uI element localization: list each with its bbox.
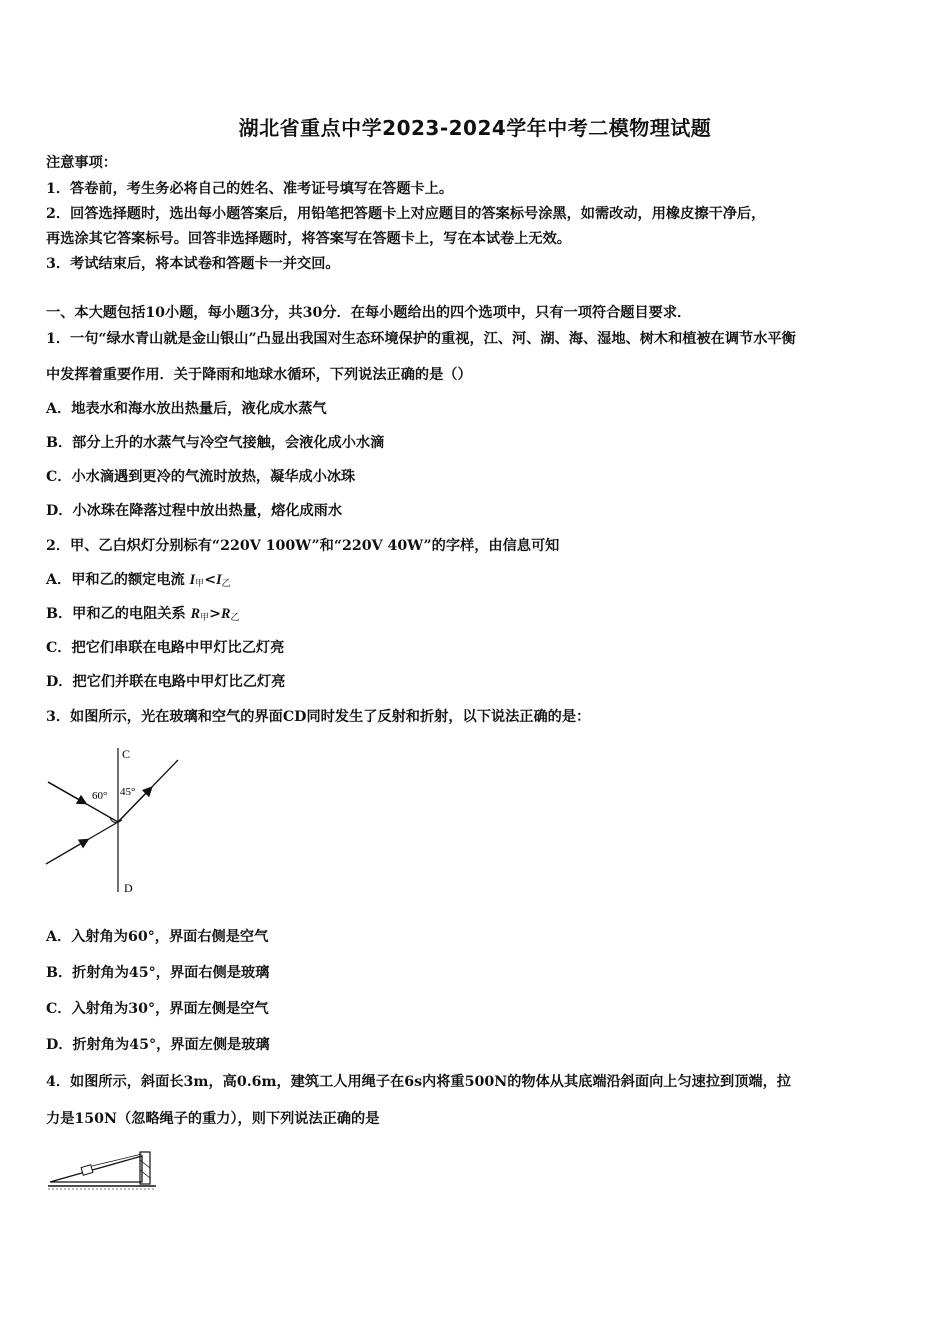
notes-item: 1．答卷前，考生务必将自己的姓名、准考证号填写在答题卡上。 [46,181,454,197]
object-block [81,1165,93,1175]
notes-heading: 注意事项： [46,155,117,171]
q2-b-op: > [209,606,221,622]
label-c: C [122,747,131,761]
incline-diagram [44,1146,162,1192]
q2-a-sub1: 甲 [195,579,205,589]
angle-60-label: 60° [92,790,108,802]
section-header: 一、本大题包括10小题，每小题3分，共30分．在每小题给出的四个选项中，只有一项符合题目要求． [46,305,692,321]
q2-option-b [46,603,239,623]
q2-b-sub2: 乙 [230,613,240,623]
ray-lower-left-arrow [46,841,86,864]
q3-option-b: B．折射角为45°，界面右侧是玻璃 [46,965,270,981]
q2-b-text: B．甲和乙的电阻关系 [46,606,191,622]
label-d: D [124,881,133,895]
q3-stem: 3．如图所示，光在玻璃和空气的界面CD同时发生了反射和折射，以下说法正确的是： [46,709,591,725]
q4-stem: 4．如图所示，斜面长3m，高0.6m，建筑工人用绳子在6s内将重500N的物体从其底端沿斜面向上匀速拉到顶端，拉 [46,1074,791,1090]
ray-upper-left-arrow [48,782,84,803]
q3-option-c: C．入射角为30°，界面左侧是空气 [46,1001,269,1017]
q2-a-var2: I [216,572,222,588]
q2-a-sub2: 乙 [221,579,231,589]
refraction-diagram [40,742,190,900]
q1-stem-cont: 中发挥着重要作用．关于降雨和地球水循环，下列说法正确的是（） [46,367,472,383]
q1-option-c: C．小水滴遇到更冷的气流时放热，凝华成小冰珠 [46,469,356,485]
q2-a-op: < [204,572,217,588]
incline-surface [50,1156,142,1182]
angle-45-label: 45° [120,786,136,798]
q2-option-a [46,569,231,589]
q2-b-var1: R [190,606,201,622]
q1-stem: 1．一句“绿水青山就是金山银山”凸显出我国对生态环境保护的重视，江、河、湖、海、湿地、树木和植被在调节水平衡 [46,331,796,347]
q2-a-var1: I [189,572,196,588]
q1-option-d: D．小冰珠在降落过程中放出热量，熔化成雨水 [46,503,343,519]
q2-option-c: C．把它们串联在电路中甲灯比乙灯亮 [46,640,285,656]
q3-option-a: A．入射角为60°，界面右侧是空气 [46,929,269,945]
notes-item: 2．回答选择题时，选出每小题答案后，用铅笔把答题卡上对应题目的答案标号涂黑，如需改动，用橡皮擦干净后， [46,206,766,222]
q4-stem-cont: 力是150N（忽略绳子的重力），则下列说法正确的是 [46,1111,380,1127]
q2-a-text: A．甲和乙的额定电流 [46,572,190,588]
q3-option-d: D．折射角为45°，界面左侧是玻璃 [46,1037,270,1053]
notes-item: 3．考试结束后，将本试卷和答题卡一并交回。 [46,256,340,272]
rope [92,1154,142,1166]
q2-b-sub1: 甲 [200,613,210,623]
q1-option-a: A．地表水和海水放出热量后，液化成水蒸气 [46,401,327,417]
notes-item: 再选涂其它答案标号。回答非选择题时，将答案写在答题卡上，写在本试卷上无效。 [46,231,571,247]
q1-option-b: B．部分上升的水蒸气与冷空气接触，会液化成小水滴 [46,435,385,451]
q2-b-var2: R [221,606,231,622]
page-title: 湖北省重点中学2023-2024学年中考二模物理试题 [238,116,712,140]
q2-option-d: D．把它们并联在电路中甲灯比乙灯亮 [46,674,286,690]
q2-stem: 2．甲、乙白炽灯分别标有“220V 100W”和“220V 40W”的字样，由信息可知 [46,538,560,554]
